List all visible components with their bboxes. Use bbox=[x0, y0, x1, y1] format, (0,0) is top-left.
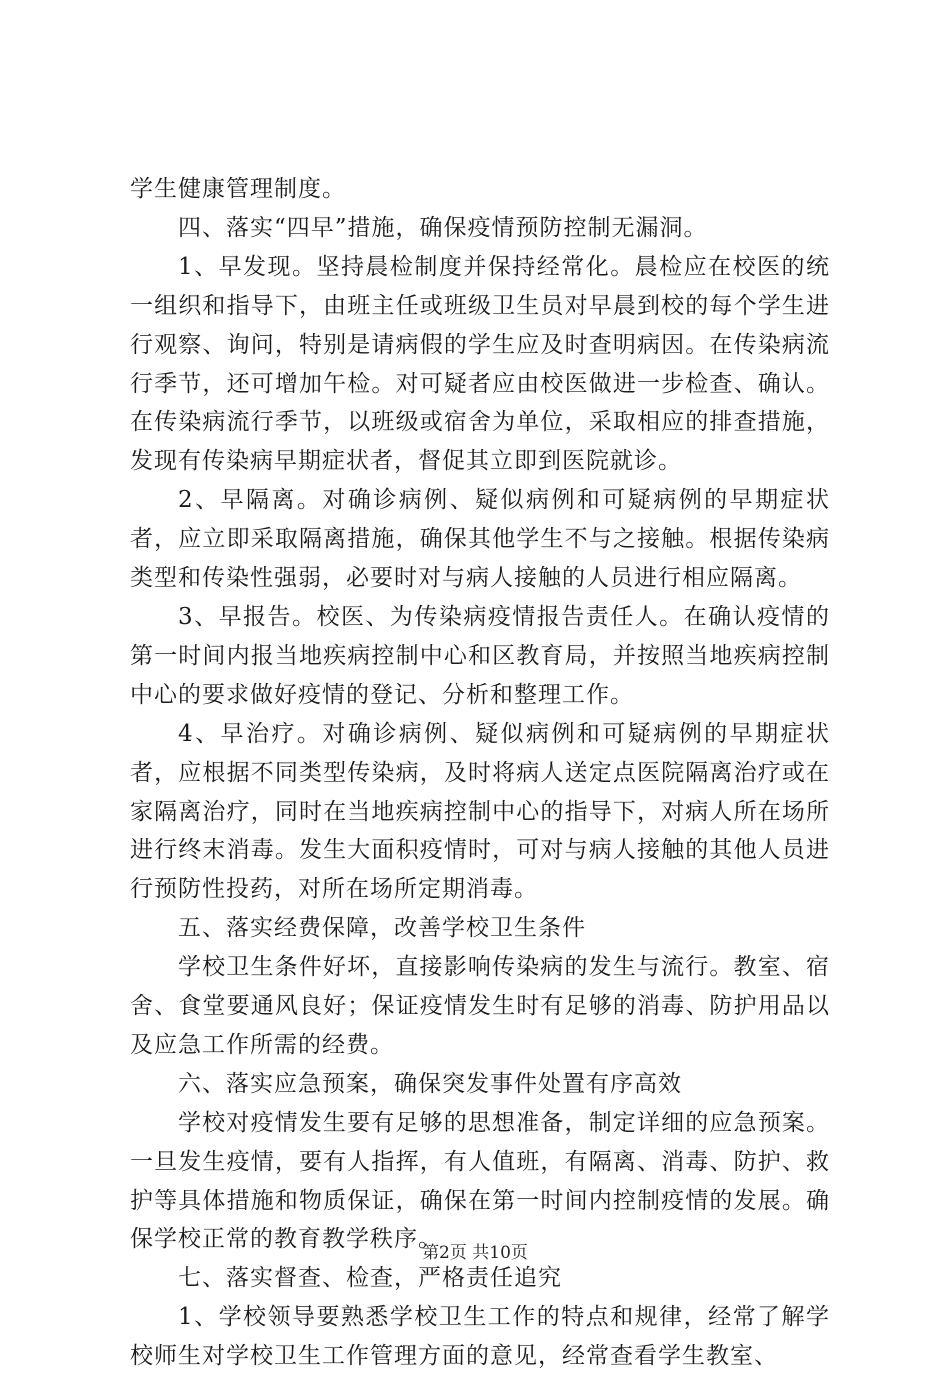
page-number-footer: 第2页 共10页 bbox=[422, 1243, 528, 1263]
paragraph: 4、早治疗。对确诊病例、疑似病例和可疑病例的早期症状者，应根据不同类型传染病，及时将病人送定点医院隔离治疗或在家隔离治疗，同时在当地疾病控制中心的指导下，对病人所在场所进行终末消毒。发生大面积疫情时，可对与病人接触的其他人员进行预防性投药，对所在场所定期消毒。 bbox=[130, 720, 830, 903]
paragraph: 学校卫生条件好坏，直接影响传染病的发生与流行。教室、宿舍、食堂要通风良好；保证疫情发生时有足够的消毒、防护用品以及应急工作所需的经费。 bbox=[130, 954, 830, 1058]
section-heading: 六、落实应急预案，确保突发事件处置有序高效 bbox=[178, 1070, 682, 1097]
paragraph: 3、早报告。校医、为传染病疫情报告责任人。在确认疫情的第一时间内报当地疾病控制中心和区教育局，并按照当地疾病控制中心的要求做好疫情的登记、分析和整理工作。 bbox=[130, 603, 830, 708]
paragraph: 1、学校领导要熟悉学校卫生工作的特点和规律，经常了解学校师生对学校卫生工作管理方面的意见，经常查看学生教室、 bbox=[130, 1304, 830, 1370]
paragraph: 学校对疫情发生要有足够的思想准备，制定详细的应急预案。一旦发生疫情，要有人指挥，有人值班，有隔离、消毒、防护、救护等具体措施和物质保证，确保在第一时间内控制疫情的发展。确保学校正常的教育教学秩序。 bbox=[130, 1109, 830, 1253]
section-heading: 五、落实经费保障，改善学校卫生条件 bbox=[178, 915, 586, 942]
document-body bbox=[130, 170, 830, 1376]
paragraph: 1、早发现。坚持晨检制度并保持经常化。晨检应在校医的统一组织和指导下，由班主任或班级卫生员对早晨到校的每个学生进行观察、询问，特别是请病假的学生应及时查明病因。在传染病流行季节，还可增加午检。对可疑者应由校医做进一步检查、确认。在传染病流行季节，以班级或宿舍为单位，采取相应的排查措施，发现有传染病早期症状者，督促其立即到医院就诊。 bbox=[130, 253, 830, 475]
paragraph: 学生健康管理制度。 bbox=[130, 176, 346, 202]
paragraph: 2、早隔离。对确诊病例、疑似病例和可疑病例的早期症状者，应立即采取隔离措施，确保其他学生不与之接触。根据传染病类型和传染性强弱，必要时对与病人接触的人员进行相应隔离。 bbox=[130, 487, 830, 592]
section-heading: 七、落实督查、检查，严格责任追究 bbox=[178, 1265, 562, 1292]
section-heading: 四、落实“四早”措施，确保疫情预防控制无漏洞。 bbox=[178, 214, 708, 241]
